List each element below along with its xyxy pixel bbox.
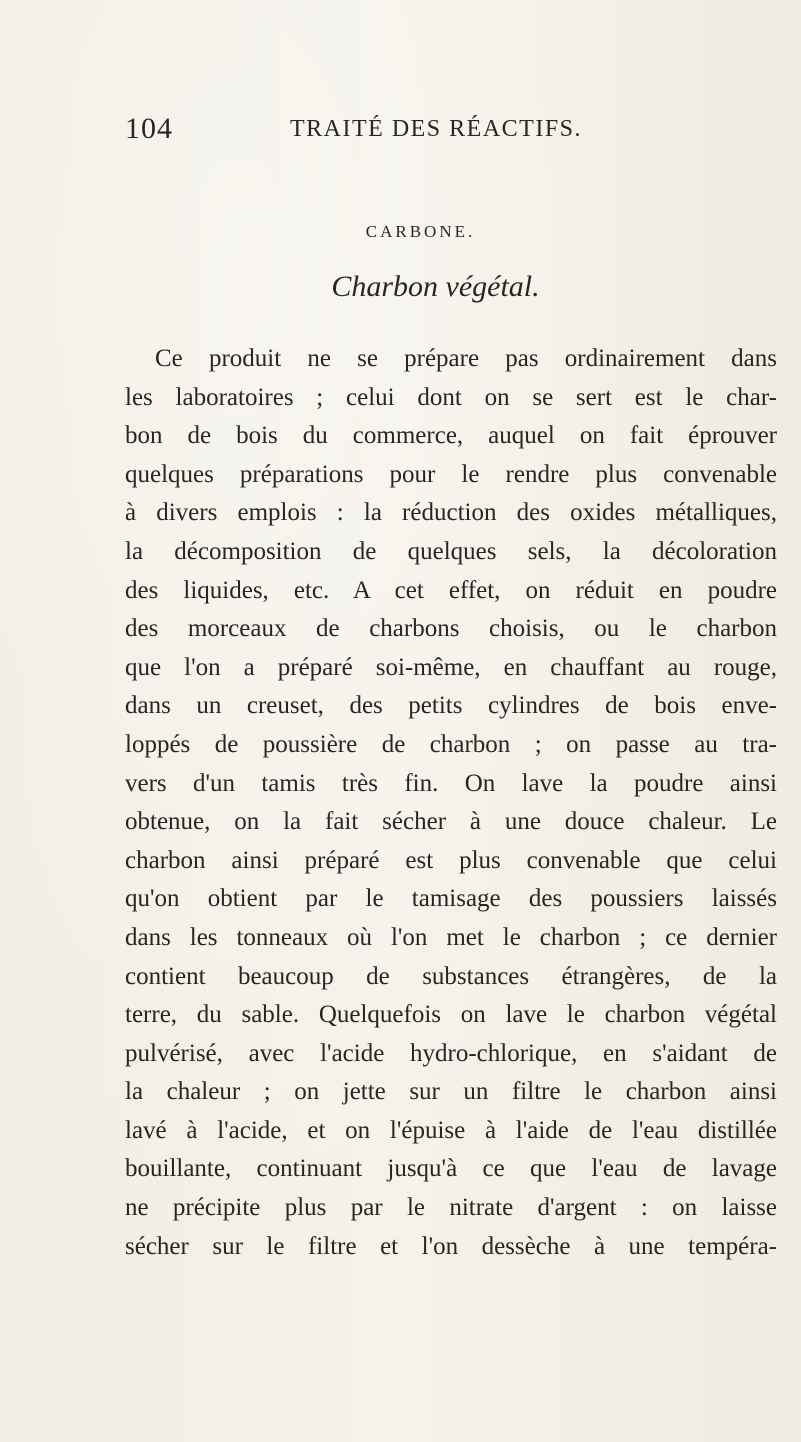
- section-subtitle: Charbon végétal.: [331, 270, 540, 303]
- text-line: bon de bois du commerce, auquel on fait éprouver: [125, 422, 777, 450]
- text-line: les laboratoires ; celui dont on se sert est le char-: [125, 383, 777, 411]
- text-line: la chaleur ; on jette sur un filtre le charbon ainsi: [125, 1078, 777, 1106]
- text-line: bouillante, continuant jusqu'à ce que l'eau de lavage: [125, 1155, 777, 1183]
- text-line: sécher sur le filtre et l'on dessèche à une tempéra-: [125, 1232, 777, 1260]
- text-line: ne précipite plus par le nitrate d'argent : on laisse: [125, 1194, 777, 1222]
- page-number: 104: [125, 112, 173, 145]
- text-line: des liquides, etc. A cet effet, on réduit en poudre: [125, 576, 777, 604]
- text-line: vers d'un tamis très fin. On lave la poudre ainsi: [125, 769, 777, 797]
- text-line: Ce produit ne se prépare pas ordinairement dans: [155, 345, 777, 372]
- text-line: qu'on obtient par le tamisage des poussiers laissés: [125, 885, 777, 913]
- running-title: TRAITÉ DES RÉACTIFS.: [290, 116, 583, 142]
- text-line: terre, du sable. Quelquefois on lave le charbon végétal: [125, 1001, 777, 1029]
- text-line: charbon ainsi préparé est plus convenable que celui: [125, 846, 777, 874]
- text-line: quelques préparations pour le rendre plus convenable: [125, 460, 777, 488]
- section-title: CARBONE.: [365, 222, 476, 241]
- text-line: obtenue, on la fait sécher à une douce chaleur. Le: [125, 808, 777, 836]
- text-line: loppés de poussière de charbon ; on passe au tra-: [125, 730, 777, 758]
- text-line: que l'on a préparé soi-même, en chauffant au rouge,: [125, 653, 777, 681]
- text-line: contient beaucoup de substances étrangères, de la: [125, 962, 777, 990]
- body-text: [125, 340, 777, 1266]
- text-line: dans les tonneaux où l'on met le charbon ; ce dernier: [125, 923, 777, 951]
- text-line: pulvérisé, avec l'acide hydro-chlorique, en s'aidant de: [125, 1039, 777, 1067]
- text-line: des morceaux de charbons choisis, ou le charbon: [125, 615, 777, 643]
- text-line: la décomposition de quelques sels, la décoloration: [125, 537, 777, 565]
- text-line: lavé à l'acide, et on l'épuise à l'aide de l'eau distillée: [125, 1116, 777, 1144]
- text-line: à divers emplois : la réduction des oxides métalliques,: [125, 499, 777, 527]
- page-header: [125, 112, 765, 152]
- text-line: dans un creuset, des petits cylindres de bois enve-: [125, 692, 777, 720]
